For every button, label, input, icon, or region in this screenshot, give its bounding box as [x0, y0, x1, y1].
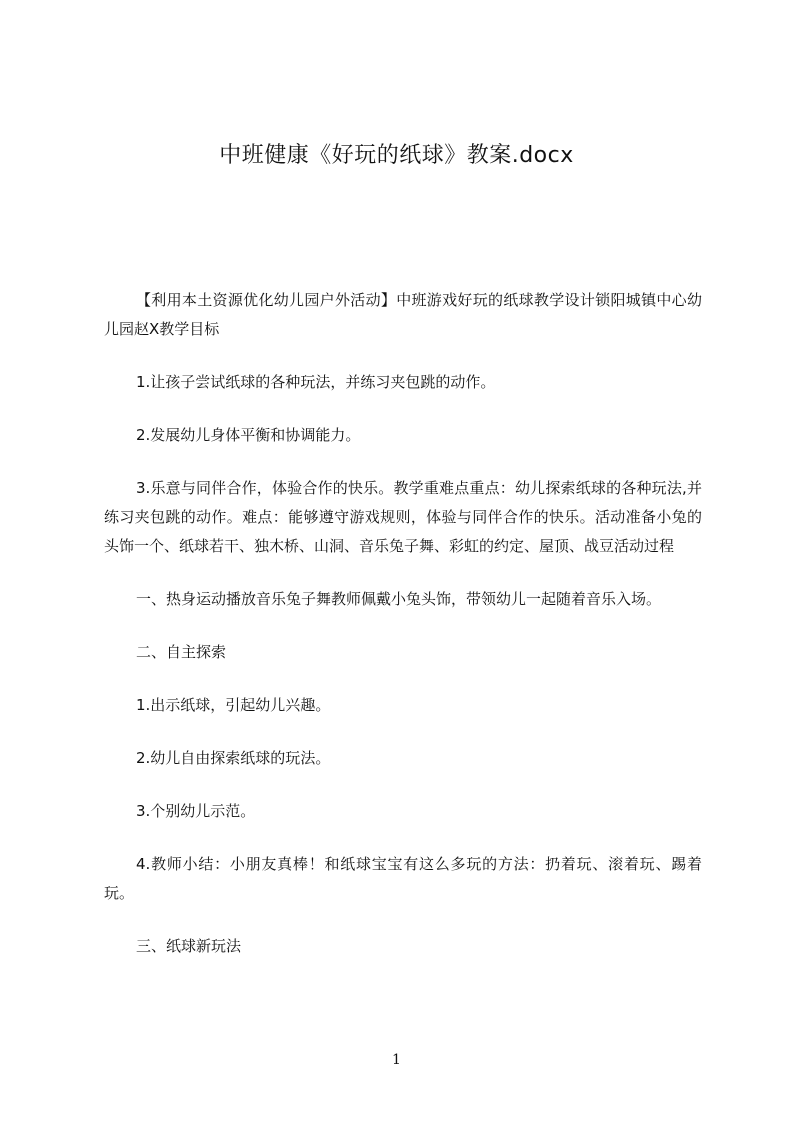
- intro-paragraph: 【利用本土资源优化幼儿园户外活动】中班游戏好玩的纸球教学设计锁阳城镇中心幼儿园赵Ⅹ教学目标: [104, 291, 702, 338]
- explore-step-4: 4.教师小结：小朋友真棒！和纸球宝宝有这么多玩的方法：扔着玩、滚着玩、踢着玩。: [104, 855, 702, 902]
- goal-item-1: 1.让孩子尝试纸球的各种玩法，并练习夹包跳的动作。: [136, 373, 496, 391]
- explore-step-1: 1.出示纸球，引起幼儿兴趣。: [136, 696, 331, 714]
- section-heading-explore: 二、自主探索: [136, 643, 227, 661]
- explore-step-3: 3.个别幼儿示范。: [136, 802, 256, 820]
- explore-step-2: 2.幼儿自由探索纸球的玩法。: [136, 749, 331, 767]
- page-number: 1: [392, 1052, 401, 1068]
- section-heading-new-play: 三、纸球新玩法: [136, 937, 242, 955]
- section-warmup: 一、热身运动播放音乐兔子舞教师佩戴小兔头饰，带领幼儿一起随着音乐入场。: [136, 590, 662, 608]
- goal-item-2: 2.发展幼儿身体平衡和协调能力。: [136, 426, 361, 444]
- document-body: [104, 286, 702, 961]
- document-title: 中班健康《好玩的纸球》教案.docx: [219, 143, 574, 168]
- goal-item-3: 3.乐意与同伴合作，体验合作的快乐。教学重难点重点：幼儿探索纸球的各种玩法,并练习夹包跳的动作。难点：能够遵守游戏规则，体验与同伴合作的快乐。活动准备小兔的头饰一个、纸球若干、独木桥、山洞、音乐兔子舞、彩虹的约定、屋顶、战豆活动过程: [104, 479, 702, 555]
